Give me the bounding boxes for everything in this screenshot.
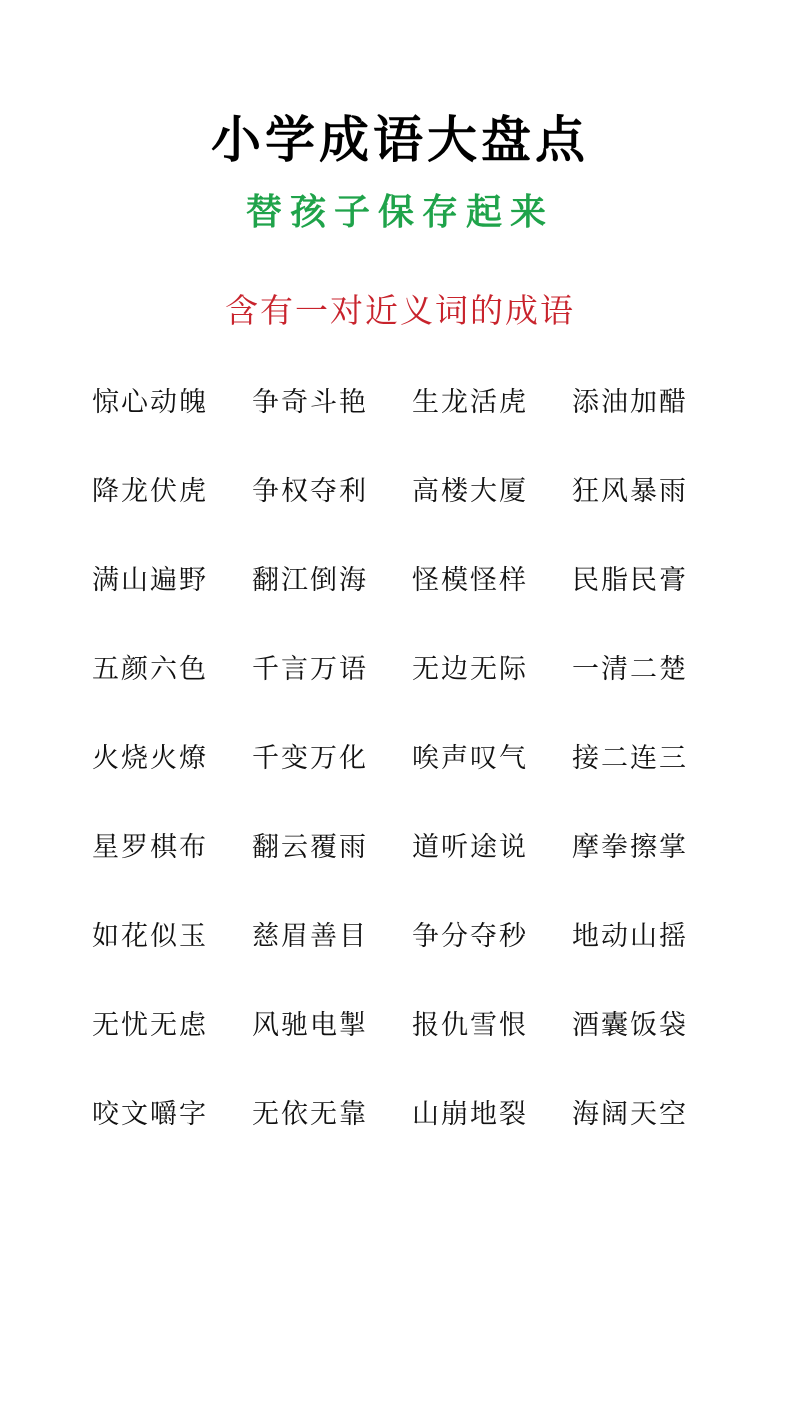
idiom-item: 翻江倒海 xyxy=(252,565,368,596)
idiom-item: 无依无靠 xyxy=(252,1099,368,1130)
idiom-item: 翻云覆雨 xyxy=(252,832,368,863)
idiom-item: 降龙伏虎 xyxy=(92,476,208,507)
idiom-item: 争分夺秒 xyxy=(412,921,528,952)
idiom-item: 海阔天空 xyxy=(572,1099,688,1130)
idiom-item: 报仇雪恨 xyxy=(412,1010,528,1041)
idiom-item: 争权夺利 xyxy=(252,476,368,507)
idiom-item: 惊心动魄 xyxy=(92,387,208,418)
idiom-item: 民脂民膏 xyxy=(572,565,688,596)
idiom-item: 接二连三 xyxy=(572,743,688,774)
idiom-item: 酒囊饭袋 xyxy=(572,1010,688,1041)
idiom-grid xyxy=(92,378,732,1179)
idiom-item: 争奇斗艳 xyxy=(252,387,368,418)
idiom-item: 五颜六色 xyxy=(92,654,208,685)
page-subtitle: 替孩子保存起来 xyxy=(245,192,554,233)
idiom-item: 摩拳擦掌 xyxy=(572,832,688,863)
idiom-item: 无边无际 xyxy=(412,654,528,685)
section-title: 含有一对近义词的成语 xyxy=(225,291,575,330)
idiom-item: 无忧无虑 xyxy=(92,1010,208,1041)
idiom-item: 一清二楚 xyxy=(572,654,688,685)
idiom-item: 如花似玉 xyxy=(92,921,208,952)
page-title: 小学成语大盘点 xyxy=(211,111,589,169)
idiom-item: 风驰电掣 xyxy=(252,1010,368,1041)
idiom-item: 星罗棋布 xyxy=(92,832,208,863)
idiom-item: 狂风暴雨 xyxy=(572,476,688,507)
idiom-item: 怪模怪样 xyxy=(412,565,528,596)
idiom-item: 道听途说 xyxy=(412,832,528,863)
idiom-item: 唉声叹气 xyxy=(412,743,528,774)
idiom-item: 高楼大厦 xyxy=(412,476,528,507)
idiom-item: 生龙活虎 xyxy=(412,387,528,418)
idiom-item: 添油加醋 xyxy=(572,387,688,418)
idiom-item: 火烧火燎 xyxy=(92,743,208,774)
idiom-item: 咬文嚼字 xyxy=(92,1099,208,1130)
idiom-item: 满山遍野 xyxy=(92,565,208,596)
idiom-item: 千言万语 xyxy=(252,654,368,685)
idiom-item: 山崩地裂 xyxy=(412,1099,528,1130)
idiom-item: 慈眉善目 xyxy=(252,921,368,952)
idiom-item: 千变万化 xyxy=(252,743,368,774)
idiom-item: 地动山摇 xyxy=(572,921,688,952)
